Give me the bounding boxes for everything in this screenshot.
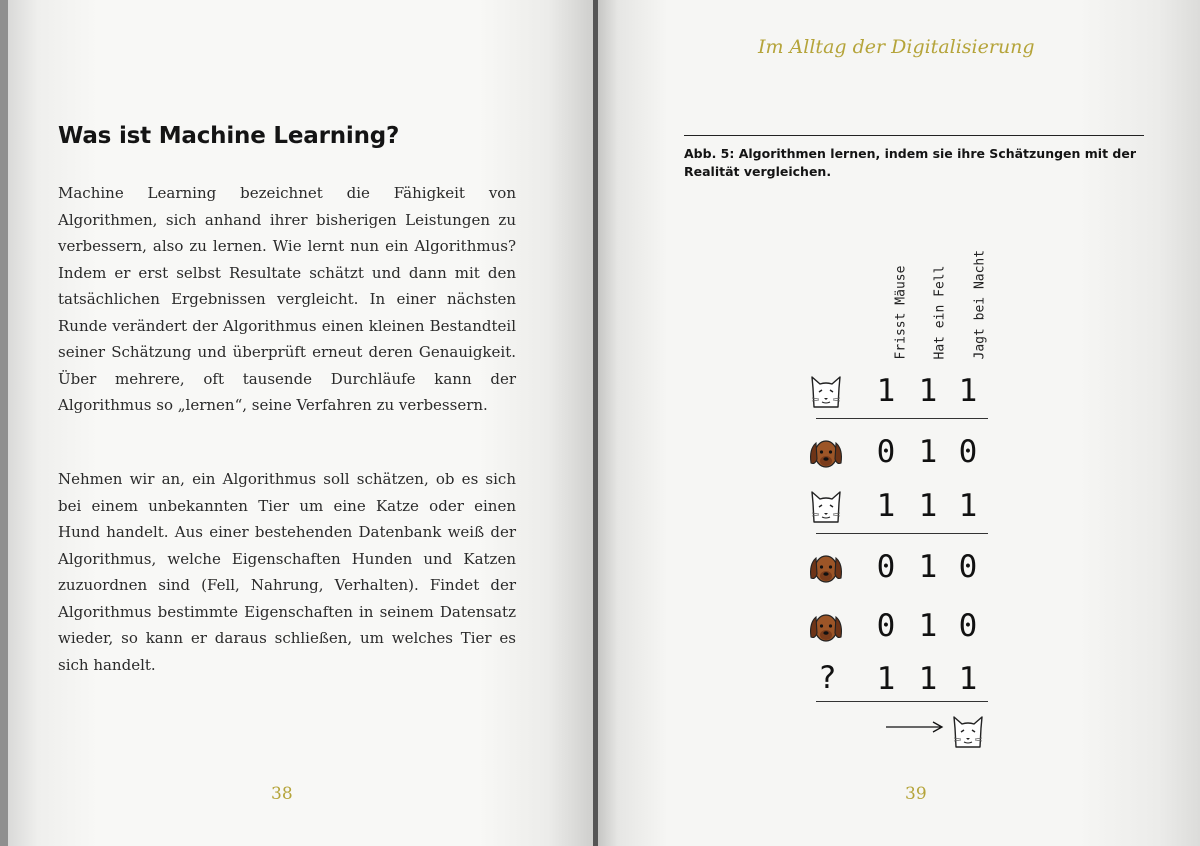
column-header-frisst-maeuse: Frisst Mäuse (893, 265, 909, 360)
dog-face-icon (808, 609, 844, 645)
cat-dog-figure (598, 0, 1200, 846)
bit-cell: 1 (958, 661, 978, 697)
row-divider (816, 533, 988, 534)
dog-face-icon (808, 435, 844, 471)
table-row (808, 550, 988, 590)
table-row (808, 662, 988, 702)
bit-cell: 1 (958, 488, 978, 524)
row-divider (816, 418, 988, 419)
bit-cell: 0 (958, 608, 978, 644)
table-row (808, 435, 988, 475)
figure-caption: Abb. 5: Algorithmen lernen, indem sie ihre Schätzungen mit der Realität vergleichen. (684, 146, 1137, 179)
bit-cell: 1 (918, 488, 938, 524)
row-divider (816, 701, 988, 702)
bit-cell: 1 (918, 549, 938, 585)
page-number-left: 38 (271, 784, 293, 804)
bit-cell: 1 (876, 373, 896, 409)
bit-cell: 1 (876, 488, 896, 524)
cat-face-icon (808, 374, 844, 410)
table-row (808, 374, 988, 414)
left-page (8, 0, 593, 846)
section-heading: Was ist Machine Learning? (58, 123, 400, 149)
bit-cell: 0 (876, 549, 896, 585)
paragraph-1: Machine Learning bezeichnet die Fähigkeit von Algorithmen, sich anhand ihrer bisherigen Leistungen zu verbessern, also zu lernen. Wie lernt nun ein Algorithmus? Indem er erst selbst Resultate schätzt und dann mit den tatsächlichen Ergebnissen vergleicht. In einer nächsten Runde verändert der Algorithmus einen kleinen Bestandteil seiner Schätzung und überprüft erneut deren Genauigkeit. Über mehrere, oft tausende Durchläufe kann der Algorithmus so „lernen“, seine Verfahren zu verbessern. (58, 184, 516, 414)
bit-cell: 1 (918, 661, 938, 697)
bit-cell: 1 (918, 434, 938, 470)
arrow-right-icon (886, 720, 944, 734)
bit-cell: 1 (876, 661, 896, 697)
bit-cell: 1 (918, 608, 938, 644)
page-number-right: 39 (905, 784, 927, 804)
cat-face-icon (950, 714, 986, 750)
bit-cell: 1 (918, 373, 938, 409)
bit-cell: 0 (958, 549, 978, 585)
column-header-hat-ein-fell: Hat ein Fell (932, 265, 948, 360)
bit-cell: 0 (958, 434, 978, 470)
bit-cell: 0 (876, 608, 896, 644)
column-header-jagt-bei-nacht: Jagt bei Nacht (972, 249, 988, 360)
table-row (808, 609, 988, 649)
bit-cell: 1 (958, 373, 978, 409)
running-head: Im Alltag der Digitalisierung (758, 36, 1035, 58)
unknown-animal-marker: ? (818, 660, 837, 696)
right-page (598, 0, 1200, 846)
table-row (808, 489, 988, 529)
paragraph-2: Nehmen wir an, ein Algorithmus soll schätzen, ob es sich bei einem unbekannten Tier um eine Katze oder einen Hund handelt. Aus einer bestehenden Datenbank weiß der Algorithmus, welche Eigenschaften Hunden und Katzen zuzuordnen sind (Fell, Nahrung, Verhalten). Findet der Algorithmus bestimmte Eigenschaften in seinem Datensatz wieder, so kann er daraus schließen, um welches Tier es sich handelt. (58, 470, 516, 674)
cat-face-icon (808, 489, 844, 525)
dog-face-icon (808, 550, 844, 586)
bit-cell: 0 (876, 434, 896, 470)
